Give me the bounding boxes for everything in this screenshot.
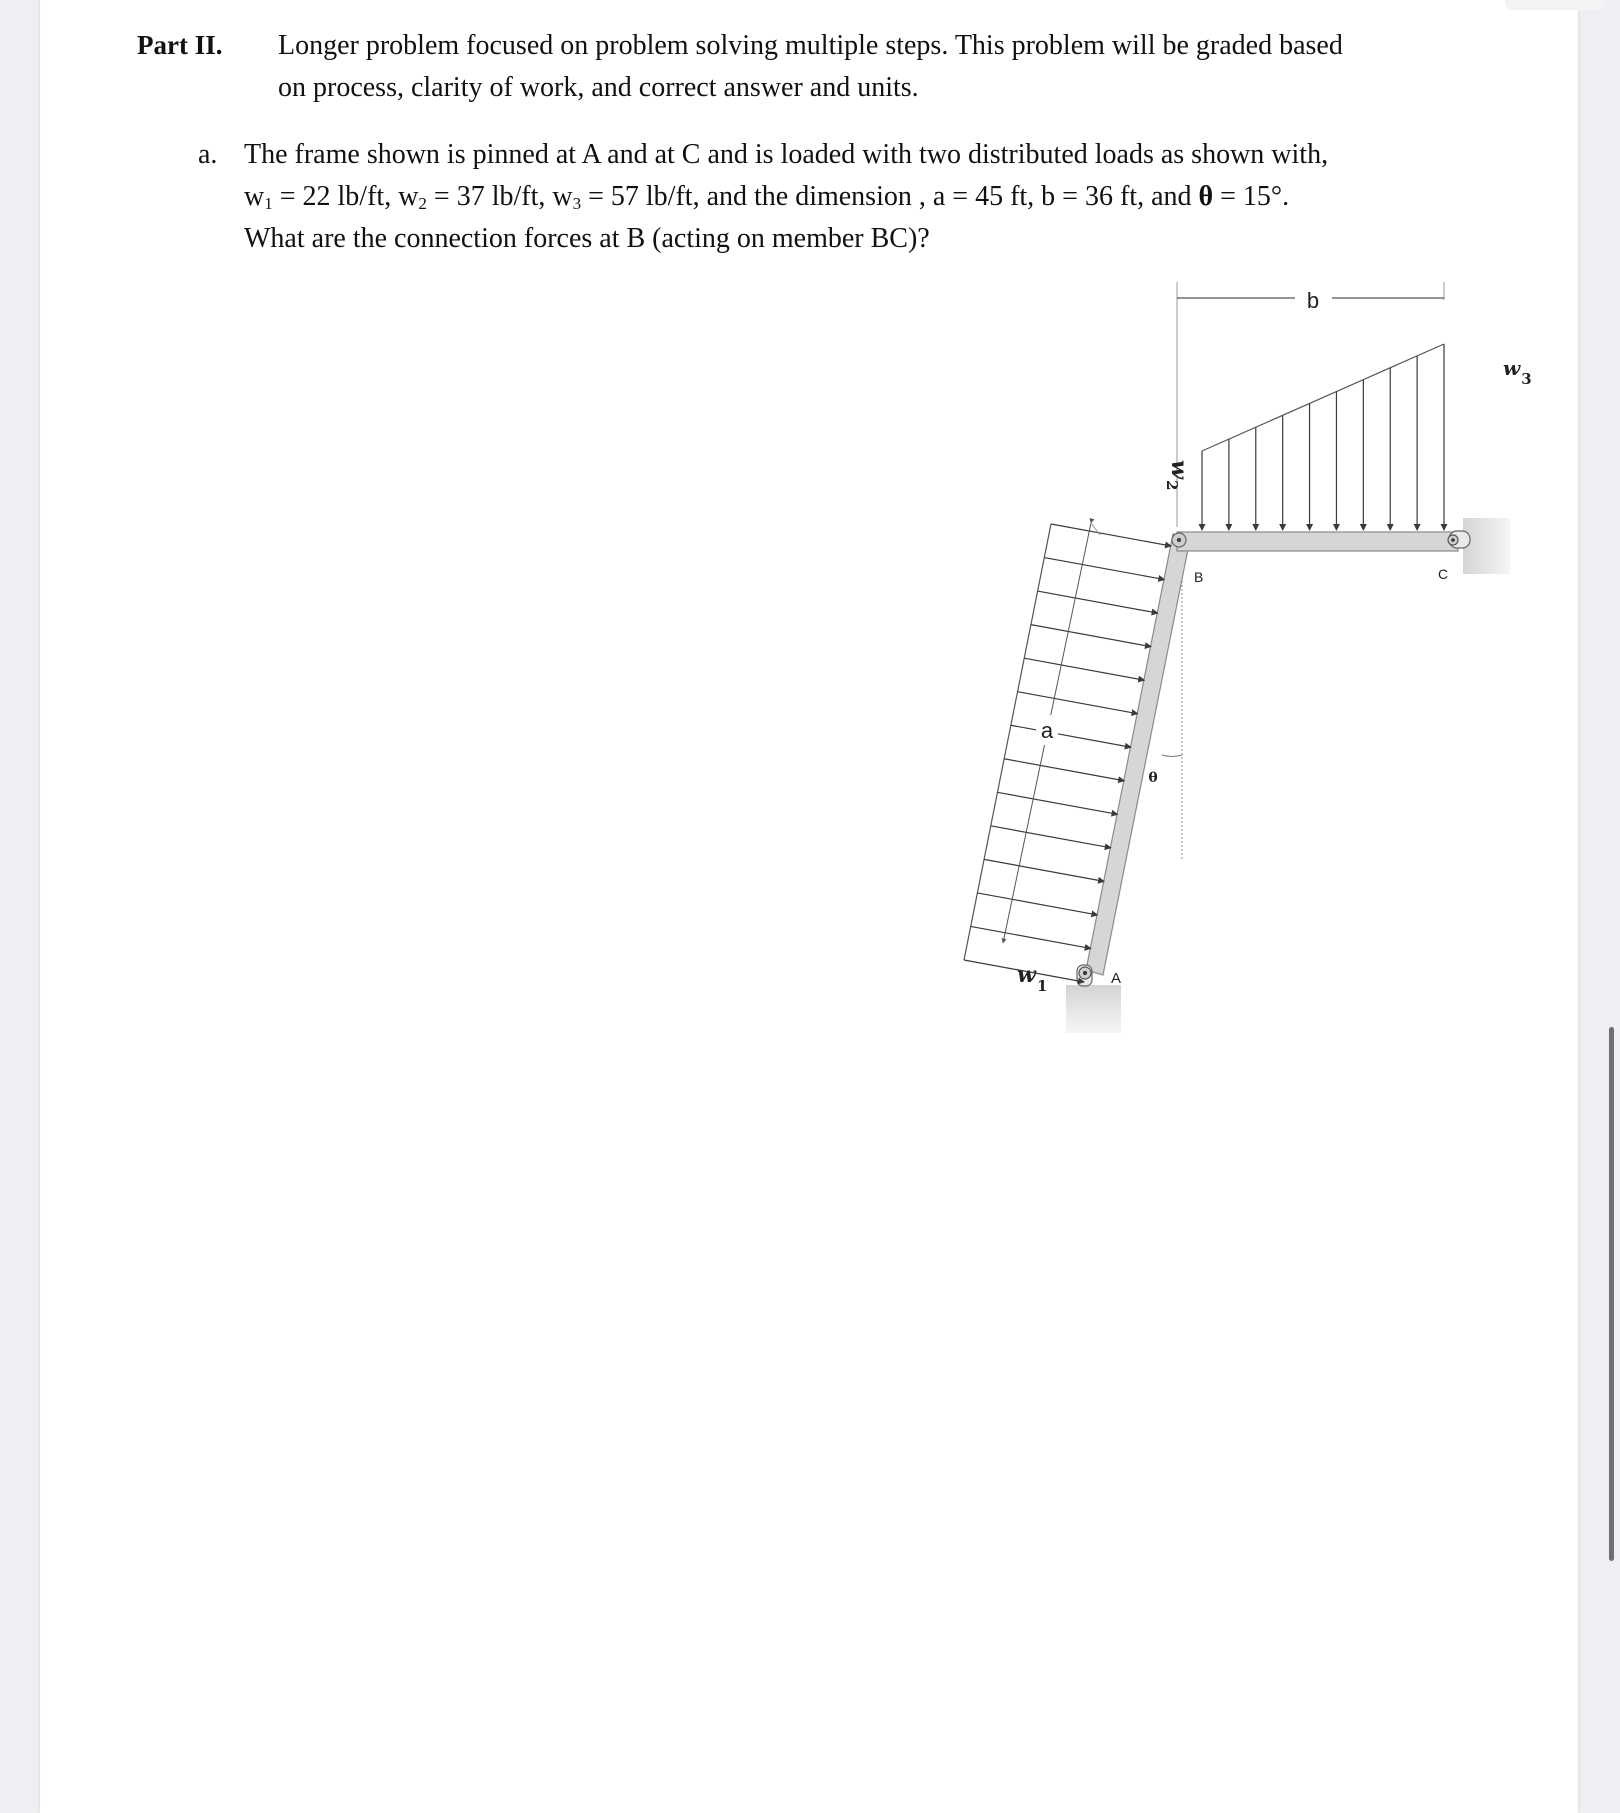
load-w1-arrow xyxy=(997,792,1117,814)
load-w1-arrow xyxy=(1011,725,1131,747)
load-w1-arrow xyxy=(971,926,1091,948)
pin-a-dot xyxy=(1083,971,1087,975)
theta-value: = 15°. xyxy=(1213,181,1290,212)
theta-label: θ xyxy=(1148,770,1158,786)
member-bc xyxy=(1177,532,1458,551)
load-w1-arrow xyxy=(1051,524,1171,546)
pin-b-dot xyxy=(1177,538,1181,542)
member-ab xyxy=(1086,534,1190,975)
w3-and-dimensions: = 57 lb/ft, and the dimension , a = 45 ft, b = 36 ft, and xyxy=(581,181,1199,212)
w1-symbol: w xyxy=(244,181,265,212)
question-marker: a. xyxy=(198,139,218,170)
part-intro-line-1: Longer problem focused on problem solving multiple steps. This problem will be graded based xyxy=(278,30,1343,61)
load-label-w2: $w_2$ xyxy=(1163,460,1192,491)
theta-symbol: θ xyxy=(1198,181,1214,212)
load-label-w1: $w_1$ xyxy=(1017,962,1048,995)
question-line-3: What are the connection forces at B (acting on member BC)? xyxy=(244,223,930,254)
page-tab xyxy=(1505,0,1605,10)
load-w1-arrow xyxy=(1044,558,1164,580)
dimension-b-label: b xyxy=(1306,288,1320,313)
document-page xyxy=(40,0,1578,1813)
part-intro-line-2: on process, clarity of work, and correct answer and units. xyxy=(278,72,919,103)
pin-c-dot xyxy=(1451,538,1455,542)
load-w1-arrow xyxy=(1024,658,1144,680)
point-label-c: C xyxy=(1438,566,1449,582)
w2-symbol: w xyxy=(398,181,419,212)
load-w1-arrow xyxy=(1031,625,1151,647)
w1-value: = 22 lb/ft, xyxy=(272,181,399,212)
w3-subscript: 3 xyxy=(572,194,582,213)
load-w1-arrow xyxy=(984,859,1104,881)
point-label-b: B xyxy=(1194,569,1204,585)
load-w1-arrow xyxy=(1018,692,1138,714)
scrollbar-thumb[interactable] xyxy=(1609,1027,1614,1561)
dimension-a-extension-top xyxy=(1091,523,1100,535)
load-w1-arrow xyxy=(1038,591,1158,613)
load-label-w3: $w_3$ xyxy=(1503,356,1532,388)
load-w2-w3-profile xyxy=(1202,344,1444,451)
part-label: Part II. xyxy=(137,30,223,60)
theta-arc xyxy=(1162,755,1182,757)
question-line-1: The frame shown is pinned at A and at C and is loaded with two distributed loads as shown with, xyxy=(244,139,1329,170)
load-w1-arrow xyxy=(977,893,1097,915)
load-w1-arrow xyxy=(1004,759,1124,781)
dimension-a-label: a xyxy=(1040,718,1054,743)
load-w2-w3-arrows xyxy=(1202,344,1444,530)
support-a-ground xyxy=(1066,985,1121,1033)
support-c-wall xyxy=(1463,518,1510,574)
w1-subscript: 1 xyxy=(264,194,273,213)
load-w1-arrow xyxy=(991,826,1111,848)
w2-value: = 37 lb/ft, xyxy=(426,181,553,212)
frame-diagram xyxy=(40,0,1578,1813)
w3-symbol: w xyxy=(552,181,573,212)
point-label-a: A xyxy=(1111,970,1122,987)
w2-subscript: 2 xyxy=(418,194,427,213)
